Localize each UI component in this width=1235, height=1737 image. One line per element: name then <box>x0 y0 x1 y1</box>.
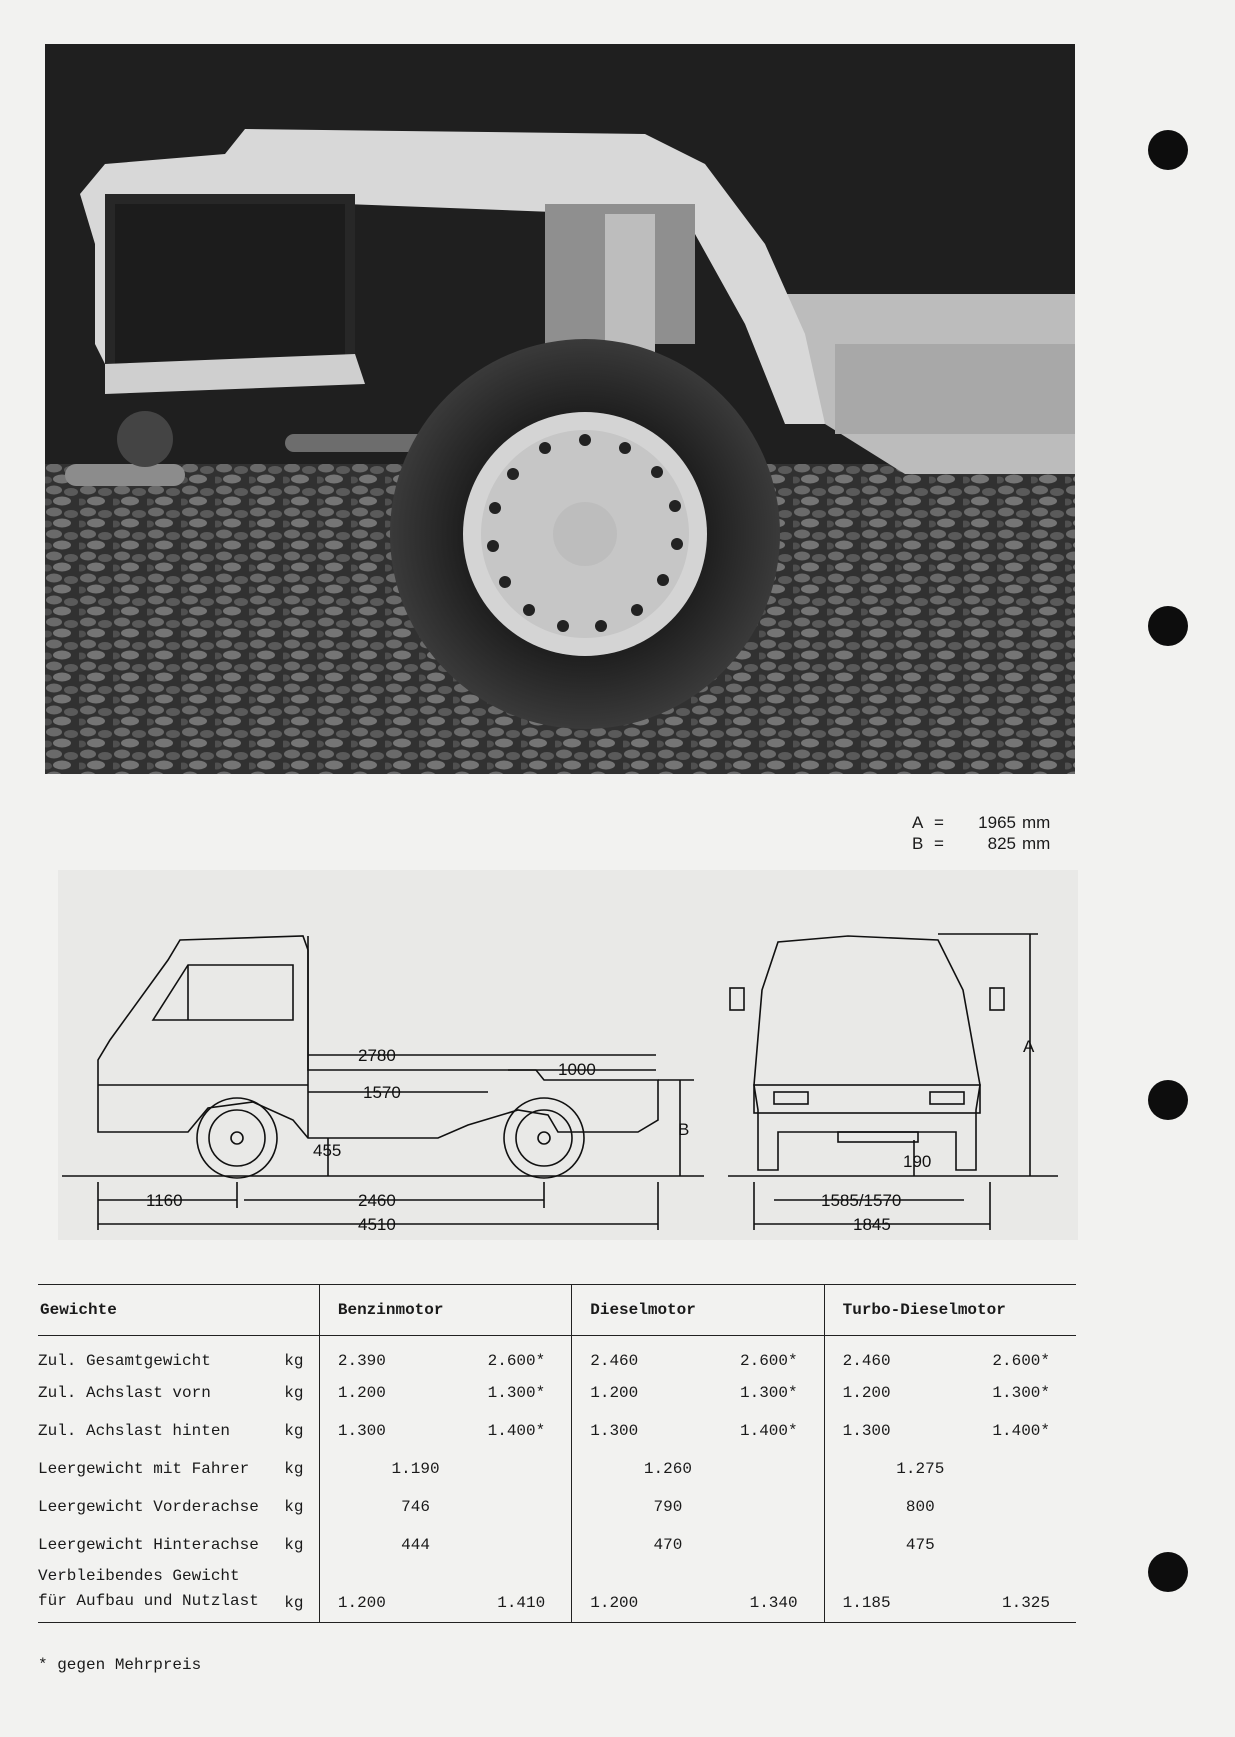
table-header-row <box>38 1285 1076 1336</box>
header-gewichte: Gewichte <box>38 1285 319 1336</box>
table-row: Leergewicht mit Fahrer kg 1.190 1.260 1.275 <box>38 1450 1076 1488</box>
table-row: Zul. Gesamtgewicht kg 2.390 2.600* 2.460 2.600* 2.460 2.600* <box>38 1336 1076 1374</box>
label-1585-1570: 1585/1570 <box>821 1191 902 1210</box>
table-row: Leergewicht Hinterachse kg 444 470 475 <box>38 1526 1076 1564</box>
label-1570: 1570 <box>363 1083 401 1102</box>
label-455: 455 <box>313 1141 342 1160</box>
label-2780: 2780 <box>358 1046 396 1065</box>
label-2460: 2460 <box>358 1191 396 1210</box>
table-row: Verbleibendes Gewicht für Aufbau und Nutzlast kg 1.200 1.410 1.200 1.340 1.185 1.325 <box>38 1564 1076 1623</box>
punch-hole <box>1148 130 1188 170</box>
header-turbo-dieselmotor: Turbo-Dieselmotor <box>824 1285 1076 1336</box>
label-a-letter: A <box>1023 1037 1035 1056</box>
dimensions-legend <box>912 812 1050 854</box>
punch-hole <box>1148 1080 1188 1120</box>
dimension-b: B = 825 mm <box>912 834 1051 853</box>
header-dieselmotor: Dieselmotor <box>572 1285 824 1336</box>
vehicle-photo <box>45 44 1075 774</box>
table-row: Zul. Achslast hinten kg 1.300 1.400* 1.300 1.400* 1.300 1.400* <box>38 1412 1076 1450</box>
punch-hole <box>1148 1552 1188 1592</box>
label-1160: 1160 <box>146 1191 183 1210</box>
label-4510: 4510 <box>358 1215 396 1234</box>
footnote: * gegen Mehrpreis <box>38 1656 202 1674</box>
punch-hole <box>1148 606 1188 646</box>
label-1000: 1000 <box>558 1060 596 1079</box>
dimension-drawing <box>58 870 1078 1240</box>
label-b-letter: B <box>678 1120 690 1139</box>
weights-table <box>38 1284 1076 1623</box>
label-1845: 1845 <box>853 1215 891 1234</box>
label-190: 190 <box>903 1152 932 1171</box>
table-row: Zul. Achslast vorn kg 1.200 1.300* 1.200 1.300* 1.200 1.300* <box>38 1374 1076 1412</box>
table-row: Leergewicht Vorderachse kg 746 790 800 <box>38 1488 1076 1526</box>
header-benzinmotor: Benzinmotor <box>319 1285 571 1336</box>
dimension-a: A = 1965 mm <box>912 813 1051 832</box>
